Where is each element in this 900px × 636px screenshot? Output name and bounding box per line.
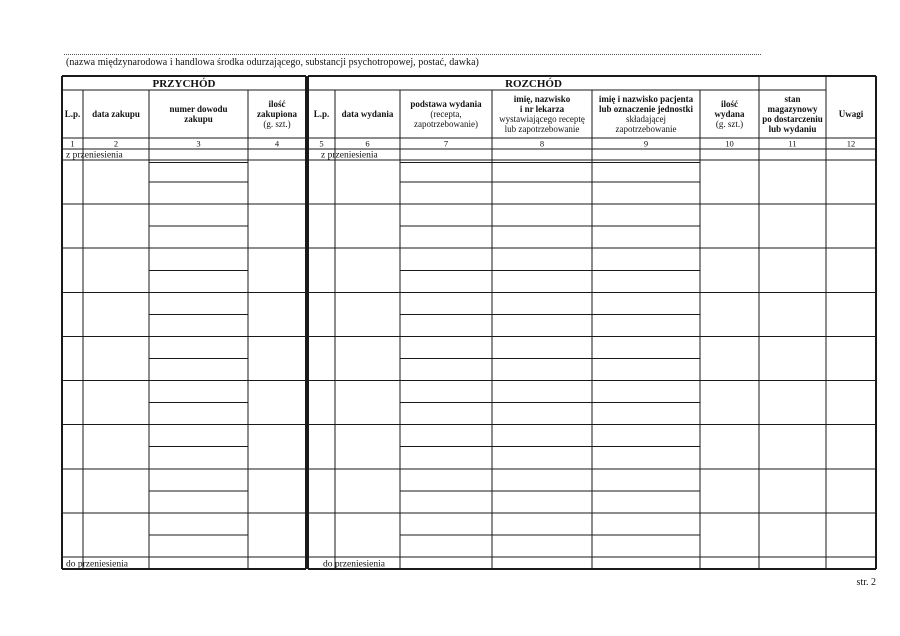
carry-in-label-right: z przeniesienia	[321, 150, 378, 161]
column-number: 11	[788, 138, 797, 149]
column-header-11-line: magazynowy	[767, 104, 818, 114]
column-header-3-line: numer dowodu	[169, 104, 228, 114]
column-header-11-line: lub wydaniu	[768, 124, 817, 134]
column-header-5-line: L.p.	[313, 109, 330, 119]
column-header-10-line: wydana	[714, 109, 745, 119]
carry-out-label-left: do przeniesienia	[66, 559, 128, 570]
column-header-3-line: zakupu	[184, 114, 213, 124]
column-number: 12	[846, 138, 856, 149]
page-number: str. 2	[856, 577, 876, 588]
section-income-title: PRZYCHÓD	[152, 78, 216, 90]
column-header-10-line: ilość	[721, 99, 738, 109]
column-number: 7	[443, 138, 449, 149]
column-header-7-line: (recepta,	[430, 109, 462, 119]
column-number: 3	[196, 138, 201, 149]
carry-out-label-right: do przeniesienia	[323, 559, 385, 570]
column-header-7-line: zapotrzebowanie)	[414, 119, 478, 129]
carry-in-label-left: z przeniesienia	[66, 150, 123, 161]
column-header-11-line: po dostarczeniu	[762, 114, 823, 124]
column-header-7-line: podstawa wydania	[410, 99, 482, 109]
column-header-8-line: imię, nazwisko	[513, 94, 571, 104]
column-number: 6	[365, 138, 370, 149]
column-header-4-line: zakupiona	[256, 109, 298, 119]
column-number: 8	[539, 138, 545, 149]
column-header-8-line: lub zapotrzebowanie	[504, 124, 580, 134]
column-number: 9	[643, 138, 649, 149]
column-header-10-line: (g. szt.)	[715, 119, 744, 129]
column-header-8-line: i nr lekarza	[519, 104, 565, 114]
column-header-12-line: Uwagi	[838, 109, 864, 119]
column-header-11-line: stan	[784, 94, 801, 104]
column-header-4-line: (g. szt.)	[263, 119, 291, 129]
column-header-6-line: data wydania	[341, 109, 394, 119]
section-outgo-title: ROZCHÓD	[505, 78, 562, 90]
column-header-9-line: zapotrzebowanie	[615, 124, 677, 134]
column-header-8-line: wystawiającego receptę	[499, 114, 585, 124]
column-header-9-line: imię i nazwisko pacjenta	[598, 94, 694, 104]
substance-name-caption: (nazwa międzynarodowa i handlowa środka odurzającego, substancji psychotropowej, postać, dawka)	[66, 57, 479, 68]
column-header-4-line: ilość	[268, 99, 286, 109]
column-header-9-line: lub oznaczenie jednostki	[598, 104, 694, 114]
column-header-9-line: składającej	[626, 114, 666, 124]
column-number: 5	[319, 138, 324, 149]
column-number: 2	[113, 138, 119, 149]
column-number: 4	[274, 138, 280, 149]
column-header-1-line: L.p.	[64, 109, 81, 119]
column-number: 1	[70, 138, 75, 149]
column-header-2-line: data zakupu	[92, 109, 140, 119]
column-number: 10	[725, 138, 734, 149]
